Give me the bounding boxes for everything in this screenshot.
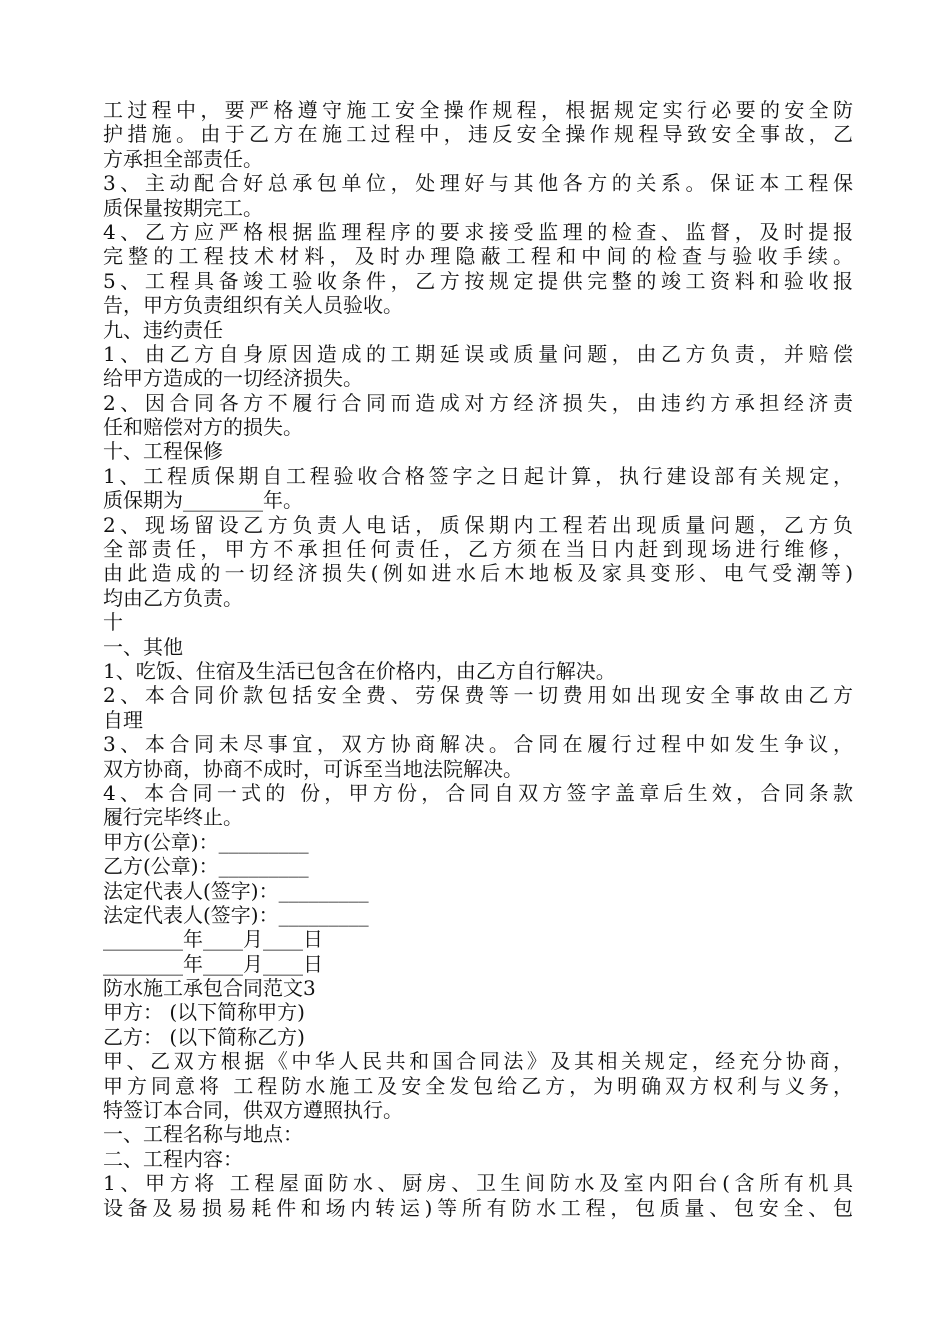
text-line: 十、工程保修 [103,439,223,464]
text-line: 乙方(公章)：_________ [103,854,309,879]
text-line: 质保量按期完工。 [103,195,263,220]
text-line: 任和赔偿对方的损失。 [103,415,303,440]
text-line: 1、工程质保期自工程验收合格签字之日起计算，执行建设部有关规定， [103,463,853,488]
text-line: 方承担全部责任。 [103,146,263,171]
text-line: 完整的工程技术材料，及时办理隐蔽工程和中间的检查与验收手续。 [103,244,853,269]
text-line: 一、工程名称与地点： [103,1122,303,1147]
text-line: 乙方： (以下简称乙方) [103,1024,305,1049]
text-line: 4、本合同一式的 份，甲方份，合同自双方签字盖章后生效，合同条款 [103,780,853,805]
text-line: 2、现场留设乙方负责人电话，质保期内工程若出现质量问题，乙方负 [103,512,853,537]
text-line: 5、工程具备竣工验收条件，乙方按规定提供完整的竣工资料和验收报 [103,268,853,293]
text-line: 全部责任，甲方不承担任何责任，乙方须在当日内赶到现场进行维修， [103,537,853,562]
text-line: 质保期为________年。 [103,488,303,513]
text-line: 2、本合同价款包括安全费、劳保费等一切费用如出现安全事故由乙方 [103,683,853,708]
text-line: 1、吃饭、住宿及生活已包含在价格内，由乙方自行解决。 [103,658,616,683]
text-line: 2、因合同各方不履行合同而造成对方经济损失，由违约方承担经济责 [103,390,853,415]
text-line: 设备及易损易耗件和场内转运)等所有防水工程，包质量、包安全、包 [103,1195,853,1220]
text-line: 均由乙方负责。 [103,585,243,610]
text-line: 自理 [103,707,143,732]
text-line: 工过程中，要严格遵守施工安全操作规程，根据规定实行必要的安全防 [103,98,853,122]
text-line: 二、工程内容： [103,1146,243,1171]
text-line: 由此造成的一切经济损失(例如进水后木地板及家具变形、电气受潮等) [103,561,853,586]
text-line: 护措施。由于乙方在施工过程中，违反安全操作规程导致安全事故，乙 [103,122,853,147]
text-line: 甲方(公章)：_________ [103,829,309,854]
text-line: 双方协商，协商不成时，可诉至当地法院解决。 [103,756,523,781]
text-line: 法定代表人(签字)：_________ [103,902,369,927]
text-line: 甲方同意将 工程防水施工及安全发包给乙方，为明确双方权利与义务， [103,1073,853,1098]
text-line: 甲方： (以下简称甲方) [103,1000,305,1025]
text-line: 特签订本合同，供双方遵照执行。 [103,1098,403,1123]
text-line: 1、甲方将 工程屋面防水、厨房、卫生间防水及室内阳台(含所有机具 [103,1171,853,1196]
text-line: 九、违约责任 [103,317,223,342]
text-line: 一、其他 [103,634,183,659]
text-line: 履行完毕终止。 [103,805,243,830]
text-line: ________年____月____日 [103,927,323,952]
text-line: 3、本合同未尽事宜，双方协商解决。合同在履行过程中如发生争议， [103,732,853,757]
text-line: 甲、乙双方根据《中华人民共和国合同法》及其相关规定，经充分协商， [103,1049,853,1074]
text-line: 1、由乙方自身原因造成的工期延误或质量问题，由乙方负责，并赔偿 [103,341,853,366]
document-body [103,98,853,1220]
text-line: 十 [103,610,123,635]
text-line: 3、主动配合好总承包单位，处理好与其他各方的关系。保证本工程保 [103,171,853,196]
text-line: 法定代表人(签字)：_________ [103,878,369,903]
text-line: 4、乙方应严格根据监理程序的要求接受监理的检查、监督，及时提报 [103,219,853,244]
text-line: ________年____月____日 [103,951,323,976]
text-line: 给甲方造成的一切经济损失。 [103,366,363,391]
text-line: 防水施工承包合同范文3 [103,976,316,1001]
text-line: 告，甲方负责组织有关人员验收。 [103,293,403,318]
